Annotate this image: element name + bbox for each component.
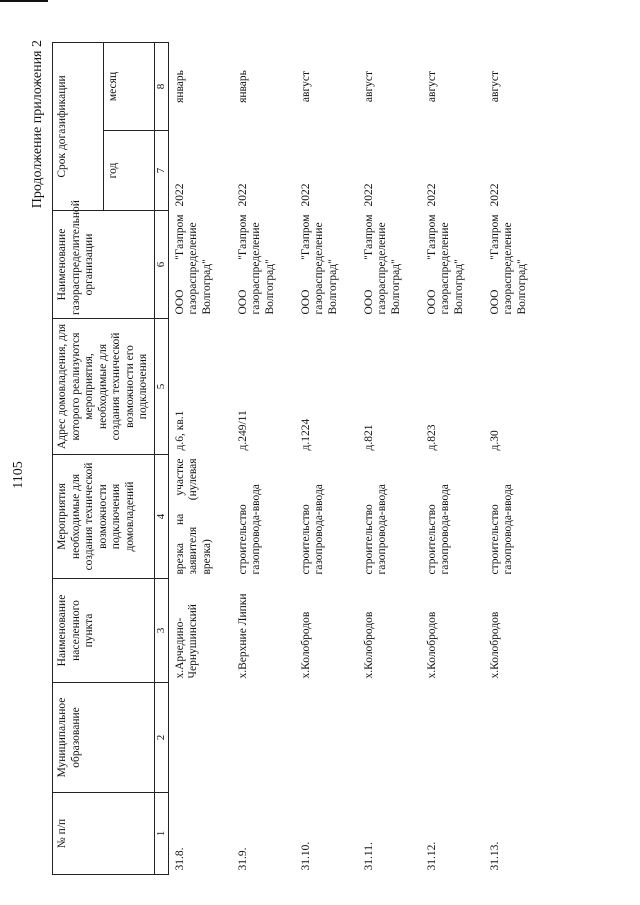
header-settlement: Наименование населенного пункта	[53, 579, 155, 683]
continuation-caption: Продолжение приложения 2	[30, 40, 45, 209]
settlement-cell: х.Верхние Липки	[236, 593, 249, 679]
measure-cell: строительство газопровода-ввода	[299, 484, 326, 575]
header-month: месяц	[103, 43, 154, 131]
address-cell: д.1224	[299, 418, 312, 451]
column-number-row	[154, 43, 168, 875]
organization-cell: ООО "Газпром газораспределение Волгоград"	[173, 214, 214, 315]
header-term: Срок догазификации	[53, 43, 104, 211]
settlement-cell: х.Колобродов	[488, 611, 501, 679]
header-measures: Мероприятия необходимые для создания технической возможности подключения домовладений	[53, 455, 155, 579]
header-num: № п/п	[53, 793, 155, 875]
appendix-table	[52, 42, 547, 875]
address-cell: д.823	[425, 424, 438, 451]
organization-cell: ООО "Газпром газораспределение Волгоград"	[425, 214, 466, 315]
month-cell: январь	[173, 70, 186, 103]
row-number: 31.8.	[173, 847, 186, 871]
column-number: 7	[154, 131, 168, 211]
header-org: Наименование газораспределительной организации	[53, 211, 155, 319]
column-number: 6	[154, 211, 168, 319]
column-number: 5	[154, 319, 168, 455]
municipality-cell	[232, 683, 295, 793]
measure-cell: строительство газопровода-ввода	[362, 484, 389, 575]
month-cell: август	[425, 70, 438, 103]
row-number: 31.10.	[299, 841, 312, 871]
address-cell: д.249/11	[236, 410, 249, 451]
settlement-cell: х.Арчедино-Чернушинский	[173, 604, 200, 679]
column-number: 2	[154, 683, 168, 793]
header-row	[53, 43, 104, 875]
municipality-cell	[421, 683, 484, 793]
settlement-cell: х.Колобродов	[362, 611, 375, 679]
address-cell: д.6, кв.1	[173, 410, 186, 451]
table-row	[295, 43, 358, 875]
row-number: 31.9.	[236, 847, 249, 871]
table-body	[168, 43, 547, 875]
column-number: 4	[154, 455, 168, 579]
header-municipality: Муниципальное образование	[53, 683, 155, 793]
header-year: год	[103, 131, 154, 211]
year-cell: 2022	[236, 183, 249, 207]
month-cell: август	[299, 70, 312, 103]
page-number: 1105	[11, 461, 26, 489]
municipality-cell	[168, 683, 232, 793]
measure-cell: строительство газопровода-ввода	[425, 484, 452, 575]
month-cell: январь	[236, 70, 249, 103]
municipality-cell	[295, 683, 358, 793]
year-cell: 2022	[488, 183, 501, 207]
organization-cell: ООО "Газпром газораспределение Волгоград"	[299, 214, 340, 315]
municipality-cell	[484, 683, 547, 793]
column-number: 8	[154, 43, 168, 131]
table-row	[421, 43, 484, 875]
organization-cell: ООО "Газпром газораспределение Волгоград"	[488, 214, 529, 315]
row-number: 31.12.	[425, 841, 438, 871]
row-number: 31.11.	[362, 842, 375, 871]
table-row	[232, 43, 295, 875]
year-cell: 2022	[299, 183, 312, 207]
year-cell: 2022	[362, 183, 375, 207]
column-number: 1	[154, 793, 168, 875]
header-address: Адрес домовладения, для которого реализуются мероприятия, необходимые для создания технической возможности его подключения	[53, 319, 155, 455]
organization-cell: ООО "Газпром газораспределение Волгоград"	[362, 214, 403, 315]
measure-cell: строительство газопровода-ввода	[488, 484, 515, 575]
municipality-cell	[358, 683, 421, 793]
settlement-cell: х.Колобродов	[425, 611, 438, 679]
measure-cell: врезка на участке заявителя (нулевая врезка)	[173, 458, 214, 575]
address-cell: д.821	[362, 424, 375, 451]
year-cell: 2022	[425, 183, 438, 207]
organization-cell: ООО "Газпром газораспределение Волгоград"	[236, 214, 277, 315]
table-row	[168, 43, 232, 875]
row-number: 31.13.	[488, 841, 501, 871]
month-cell: август	[488, 70, 501, 103]
table-row	[484, 43, 547, 875]
table-row	[358, 43, 421, 875]
column-number: 3	[154, 579, 168, 683]
month-cell: август	[362, 70, 375, 103]
settlement-cell: х.Колобродов	[299, 611, 312, 679]
year-cell: 2022	[173, 183, 186, 207]
address-cell: д.30	[488, 430, 501, 451]
measure-cell: строительство газопровода-ввода	[236, 484, 263, 575]
